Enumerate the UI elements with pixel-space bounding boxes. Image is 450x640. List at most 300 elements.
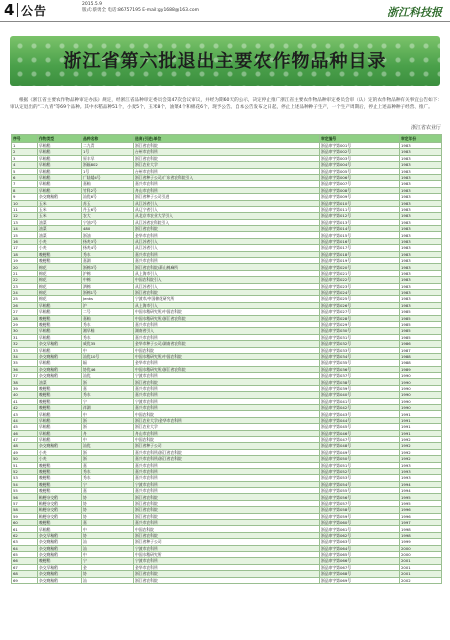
- cell-approval-no: 浙品审字第005号: [320, 168, 400, 174]
- cell-crop-type: 早籼稻: [38, 174, 82, 180]
- cell-approval-no: 浙品审字第056号: [320, 494, 400, 500]
- cell-approval-no: 浙品审字第019号: [320, 258, 400, 264]
- cell-year: 1996: [400, 513, 442, 519]
- cell-year: 1985: [400, 321, 442, 327]
- cell-breeder: 宁波市农科所: [134, 398, 320, 404]
- cell-year: 1983: [400, 245, 442, 251]
- cell-crop-type: 晚粳稻: [38, 385, 82, 391]
- cell-index: 19: [12, 258, 38, 264]
- cell-crop-type: 玉米: [38, 213, 82, 219]
- cell-crop-type: 晚粳稻: [38, 475, 82, 481]
- cell-approval-no: 浙品审字第061号: [320, 526, 400, 532]
- cell-approval-no: 浙品审字第022号: [320, 277, 400, 283]
- cell-crop-type: 晚粳稻: [38, 398, 82, 404]
- cell-breeder: 浙江省农科院: [134, 532, 320, 538]
- cell-approval-no: 浙品审字第039号: [320, 385, 400, 391]
- cell-variety: 嘉: [82, 462, 134, 468]
- cell-crop-type: 杂交晚籼稻: [38, 571, 82, 577]
- cell-crop-type: 早籼稻: [38, 149, 82, 155]
- cell-variety: 秀水: [82, 251, 134, 257]
- cell-variety: 汕优6号: [82, 194, 134, 200]
- page-header: [0, 0, 450, 20]
- col-header-year: 审定年份: [400, 135, 442, 143]
- cell-crop-type: 晚粳稻: [38, 558, 82, 564]
- table-header-row: [12, 135, 442, 143]
- cell-year: 1983: [400, 200, 442, 206]
- cell-approval-no: 浙品审字第048号: [320, 443, 400, 449]
- cell-index: 62: [12, 532, 38, 538]
- cell-breeder: 嘉兴市农科所: [134, 475, 320, 481]
- cell-year: 1983: [400, 251, 442, 257]
- cell-approval-no: 浙品审字第025号: [320, 296, 400, 302]
- cell-approval-no: 浙品审字第034号: [320, 353, 400, 359]
- cell-approval-no: 浙品审字第052号: [320, 468, 400, 474]
- cell-approval-no: 浙品审字第043号: [320, 411, 400, 417]
- cell-index: 52: [12, 468, 38, 474]
- cell-variety: 中: [82, 347, 134, 353]
- cell-variety: 协: [82, 494, 134, 500]
- cell-breeder: 中国水稻研究所: [134, 552, 320, 558]
- cell-index: 44: [12, 417, 38, 423]
- cell-year: 1989: [400, 366, 442, 372]
- cell-variety: 祥湖: [82, 405, 134, 411]
- cell-breeder: 中国水稻研究所/浙江省农科院: [134, 366, 320, 372]
- cell-year: 1983: [400, 213, 442, 219]
- cell-year: 1990: [400, 385, 442, 391]
- cell-approval-no: 浙品审字第038号: [320, 379, 400, 385]
- cell-index: 36: [12, 366, 38, 372]
- cell-year: 1999: [400, 539, 442, 545]
- cell-variety: 二九青: [82, 143, 134, 149]
- cell-index: 68: [12, 571, 38, 577]
- cell-variety: 嘉: [82, 385, 134, 391]
- cell-year: 1993: [400, 462, 442, 468]
- cell-index: 53: [12, 475, 38, 481]
- cell-index: 15: [12, 232, 38, 238]
- cell-index: 4: [12, 162, 38, 168]
- cell-variety: 沪棉: [82, 270, 134, 276]
- cell-variety: 浙棉1号: [82, 289, 134, 295]
- cell-index: 33: [12, 347, 38, 353]
- cell-approval-no: 浙品审字第017号: [320, 245, 400, 251]
- cell-approval-no: 浙品审字第044号: [320, 417, 400, 423]
- cell-breeder: 从江苏省引入: [134, 238, 320, 244]
- cell-approval-no: 浙品审字第049号: [320, 449, 400, 455]
- cell-index: 55: [12, 488, 38, 494]
- cell-index: 30: [12, 328, 38, 334]
- cell-approval-no: 浙品审字第067号: [320, 564, 400, 570]
- cell-approval-no: 浙品审字第035号: [320, 360, 400, 366]
- cell-index: 66: [12, 558, 38, 564]
- cell-year: 1993: [400, 475, 442, 481]
- cell-index: 22: [12, 277, 38, 283]
- cell-crop-type: 棉花: [38, 270, 82, 276]
- cell-index: 21: [12, 270, 38, 276]
- cell-approval-no: 浙品审字第026号: [320, 302, 400, 308]
- issuer-name: 浙江省农业厅: [410, 125, 441, 131]
- cell-approval-no: 浙品审字第027号: [320, 309, 400, 315]
- cell-crop-type: 杂交晚籼稻: [38, 552, 82, 558]
- cell-year: 1988: [400, 360, 442, 366]
- cell-crop-type: 晚粳稻: [38, 321, 82, 327]
- cell-year: 2000: [400, 545, 442, 551]
- section-label: 公告: [21, 4, 48, 18]
- cell-variety: 农大: [82, 213, 134, 219]
- cell-breeder: 浙江省农科院: [134, 507, 320, 513]
- cell-crop-type: 小麦: [38, 238, 82, 244]
- cell-year: 1991: [400, 424, 442, 430]
- cell-year: 1983: [400, 206, 442, 212]
- cell-index: 28: [12, 315, 38, 321]
- cell-variety: 辐: [82, 360, 134, 366]
- cell-approval-no: 浙品审字第062号: [320, 532, 400, 538]
- cell-index: 61: [12, 526, 38, 532]
- cell-breeder: 台州市农科所: [134, 168, 320, 174]
- cell-breeder: 浙江省种子公司引进: [134, 194, 320, 200]
- cell-breeder: 浙江农业大学: [134, 424, 320, 430]
- cell-year: 1983: [400, 219, 442, 225]
- cell-year: 1983: [400, 302, 442, 308]
- cell-index: 34: [12, 353, 38, 359]
- cell-crop-type: 晚粳稻: [38, 405, 82, 411]
- cell-crop-type: 棉花: [38, 264, 82, 270]
- cell-variety: 沪: [82, 302, 134, 308]
- title-banner: [10, 36, 440, 86]
- cell-approval-no: 浙品审字第050号: [320, 456, 400, 462]
- cell-index: 2: [12, 149, 38, 155]
- cell-index: 54: [12, 481, 38, 487]
- cell-year: 1991: [400, 430, 442, 436]
- cell-approval-no: 浙品审字第014号: [320, 226, 400, 232]
- cell-index: 48: [12, 443, 38, 449]
- cell-breeder: 宁波市农科所: [134, 481, 320, 487]
- cell-year: 1990: [400, 392, 442, 398]
- cell-approval-no: 浙品审字第012号: [320, 213, 400, 219]
- cell-crop-type: 晚粳稻: [38, 520, 82, 526]
- cell-approval-no: 浙品审字第023号: [320, 283, 400, 289]
- cell-breeder: 中国农科院: [134, 411, 320, 417]
- cell-crop-type: 早籼稻: [38, 328, 82, 334]
- cell-breeder: 浙江农业大学/金华市农科所: [134, 417, 320, 423]
- cell-year: 1994: [400, 488, 442, 494]
- cell-approval-no: 浙品审字第011号: [320, 206, 400, 212]
- cell-crop-type: 早籼稻: [38, 143, 82, 149]
- cell-year: 1997: [400, 520, 442, 526]
- cell-crop-type: 籼粳杂交稻: [38, 513, 82, 519]
- cell-variety: 汕优10号: [82, 353, 134, 359]
- cell-index: 41: [12, 398, 38, 404]
- cell-year: 1983: [400, 187, 442, 193]
- cell-year: 1983: [400, 168, 442, 174]
- cell-year: 1983: [400, 264, 442, 270]
- cell-year: 1983: [400, 232, 442, 238]
- cell-index: 12: [12, 213, 38, 219]
- cell-index: 20: [12, 264, 38, 270]
- cell-approval-no: 浙品审字第042号: [320, 405, 400, 411]
- cell-variety: 协: [82, 500, 134, 506]
- cell-breeder: 嘉兴市农科所: [134, 392, 320, 398]
- cell-breeder: 浙江省农科院: [134, 577, 320, 583]
- header-meta: [82, 2, 199, 14]
- cell-index: 27: [12, 309, 38, 315]
- cell-crop-type: 棉花: [38, 296, 82, 302]
- cell-breeder: 中国水稻研究所/中国农科院: [134, 353, 320, 359]
- cell-breeder: 嘉兴市农科所/浙江省农科院: [134, 456, 320, 462]
- cell-approval-no: 浙品审字第045号: [320, 424, 400, 430]
- cell-variety: 二号: [82, 309, 134, 315]
- cell-variety: 汕: [82, 539, 134, 545]
- cell-breeder: 嘉兴市农科所/浙江省农科院: [134, 449, 320, 455]
- cell-index: 58: [12, 507, 38, 513]
- cell-approval-no: 浙品审字第037号: [320, 373, 400, 379]
- cell-crop-type: 晚粳稻: [38, 468, 82, 474]
- cell-crop-type: 玉米: [38, 206, 82, 212]
- cell-crop-type: 籼粳杂交稻: [38, 494, 82, 500]
- cell-variety: 浙: [82, 456, 134, 462]
- cell-index: 26: [12, 302, 38, 308]
- cell-year: 1990: [400, 398, 442, 404]
- cell-crop-type: 晚粳稻: [38, 392, 82, 398]
- cell-variety: 中: [82, 411, 134, 417]
- cell-year: 1991: [400, 411, 442, 417]
- cell-breeder: 金华市农科所: [134, 360, 320, 366]
- cell-approval-no: 浙品审字第040号: [320, 392, 400, 398]
- cell-index: 11: [12, 206, 38, 212]
- cell-crop-type: 杂交晚籼稻: [38, 353, 82, 359]
- cell-approval-no: 浙品审字第020号: [320, 264, 400, 270]
- cell-breeder: 宁波市农科所: [134, 373, 320, 379]
- cell-variety: 汕: [82, 577, 134, 583]
- announcement-text: 根据《浙江省主要农作物品种审定办法》规定，经浙江省品种审定委员会第47次会议审议，并经为期60天的公示，决定停止推广浙江省主要农作物品种审定委员会审（认）定的农作物品种有关事宜公告如下：审认定退出的"二九青"等69个品种。其中水稻品种51个，小麦5个，玉米8个，油菜4个和棉花6个，现予公告。自本公告发布之日起，停止上述品种种子生产，一个生产周期后，停止上述品种种子经营、推广。: [10, 98, 442, 111]
- cell-crop-type: 杂交早籼稻: [38, 532, 82, 538]
- cell-index: 1: [12, 143, 38, 149]
- cell-year: 1992: [400, 436, 442, 442]
- cell-year: 1985: [400, 328, 442, 334]
- cell-year: 1983: [400, 289, 442, 295]
- cell-crop-type: 晚粳稻: [38, 462, 82, 468]
- cell-breeder: 浙江省农科院: [134, 500, 320, 506]
- cell-index: 39: [12, 385, 38, 391]
- cell-breeder: 从上海市引入: [134, 302, 320, 308]
- cell-crop-type: 晚粳稻: [38, 481, 82, 487]
- cell-variety: 秀水: [82, 475, 134, 481]
- cell-approval-no: 浙品审字第006号: [320, 174, 400, 180]
- cell-breeder: 浙江省农科院: [134, 513, 320, 519]
- cell-breeder: 中国农科院: [134, 436, 320, 442]
- cell-index: 32: [12, 341, 38, 347]
- cell-index: 65: [12, 552, 38, 558]
- cell-breeder: 湖南省引入: [134, 328, 320, 334]
- cell-year: 1983: [400, 277, 442, 283]
- cell-variety: 宁: [82, 481, 134, 487]
- cell-index: 24: [12, 289, 38, 295]
- col-header-approval-no: 审定编号: [320, 135, 400, 143]
- cell-approval-no: 浙品审字第010号: [320, 200, 400, 206]
- cell-approval-no: 浙品审字第007号: [320, 181, 400, 187]
- cell-variety: 金: [82, 564, 134, 570]
- cell-approval-no: 浙品审字第021号: [320, 270, 400, 276]
- cell-breeder: 嘉兴市农科所: [134, 251, 320, 257]
- cell-crop-type: 早籼稻: [38, 360, 82, 366]
- cell-index: 42: [12, 405, 38, 411]
- cell-year: 1995: [400, 500, 442, 506]
- cell-approval-no: 浙品审字第016号: [320, 238, 400, 244]
- cell-variety: 湘早籼: [82, 328, 134, 334]
- cell-year: 1985: [400, 309, 442, 315]
- cell-crop-type: 籼粳杂交稻: [38, 500, 82, 506]
- cell-breeder: 中国农科院: [134, 347, 320, 353]
- cell-variety: 苏玉: [82, 200, 134, 206]
- col-header-breeder: 选育(引进)单位: [134, 135, 320, 143]
- cell-year: 2001: [400, 558, 442, 564]
- cell-breeder: 金华市种子公司/湖南省农科院: [134, 341, 320, 347]
- cell-variety: 协: [82, 571, 134, 577]
- cell-breeder: 从江苏省引入: [134, 283, 320, 289]
- cell-variety: 协: [82, 513, 134, 519]
- cell-approval-no: 浙品审字第069号: [320, 577, 400, 583]
- cell-variety: 竹科2号: [82, 187, 134, 193]
- cell-variety: 丹玉6号: [82, 206, 134, 212]
- cell-index: 7: [12, 181, 38, 187]
- cell-approval-no: 浙品审字第032号: [320, 341, 400, 347]
- cell-index: 69: [12, 577, 38, 583]
- cell-index: 64: [12, 545, 38, 551]
- cell-approval-no: 浙品审字第066号: [320, 558, 400, 564]
- cell-crop-type: 杂交晚籼稻: [38, 443, 82, 449]
- cell-approval-no: 浙品审字第036号: [320, 366, 400, 372]
- cell-approval-no: 浙品审字第009号: [320, 194, 400, 200]
- cell-crop-type: 杂交早籼稻: [38, 564, 82, 570]
- cell-index: 10: [12, 200, 38, 206]
- cell-breeder: 浙江省种子公司: [134, 539, 320, 545]
- cell-index: 23: [12, 283, 38, 289]
- cell-crop-type: 早籼稻: [38, 334, 82, 340]
- cell-index: 51: [12, 462, 38, 468]
- cell-breeder: 浙江省农科院: [134, 494, 320, 500]
- cell-approval-no: 浙品审字第001号: [320, 143, 400, 149]
- cell-year: 1983: [400, 149, 442, 155]
- cell-approval-no: 浙品审字第055号: [320, 488, 400, 494]
- page-number: 4: [4, 1, 15, 19]
- cell-crop-type: 棉花: [38, 283, 82, 289]
- cell-crop-type: 晚粳稻: [38, 488, 82, 494]
- cell-breeder: 从北京市农业大学引入: [134, 213, 320, 219]
- cell-breeder: 中国农科院: [134, 526, 320, 532]
- cell-crop-type: 棉花: [38, 289, 82, 295]
- cell-approval-no: 浙品审字第046号: [320, 430, 400, 436]
- cell-index: 56: [12, 494, 38, 500]
- cell-variety: 泗棉: [82, 283, 134, 289]
- cell-year: 2000: [400, 552, 442, 558]
- cell-variety: 秀水: [82, 392, 134, 398]
- cell-breeder: 嘉兴市农科所: [134, 488, 320, 494]
- col-header-crop: 作物类型: [38, 135, 82, 143]
- cell-variety: 1号: [82, 149, 134, 155]
- cell-breeder: 浙江省农科院: [134, 379, 320, 385]
- cell-breeder: 舟山市农科所: [134, 430, 320, 436]
- cell-breeder: 浙江省种子公司: [134, 443, 320, 449]
- cell-crop-type: 杂交晚籼稻: [38, 539, 82, 545]
- cell-year: 1988: [400, 353, 442, 359]
- cell-index: 40: [12, 392, 38, 398]
- cell-breeder: 中国水稻研究所/中国农科院: [134, 309, 320, 315]
- cell-variety: 嘉湖: [82, 258, 134, 264]
- cell-year: 1995: [400, 494, 442, 500]
- cell-approval-no: 浙品审字第064号: [320, 545, 400, 551]
- cell-crop-type: 杂交晚籼稻: [38, 545, 82, 551]
- cell-breeder: 浙江省种子公司/广东省农科院引入: [134, 174, 320, 180]
- cell-variety: 嘉: [82, 488, 134, 494]
- cell-crop-type: 小麦: [38, 456, 82, 462]
- cell-approval-no: 浙品审字第065号: [320, 552, 400, 558]
- cell-index: 59: [12, 513, 38, 519]
- cell-breeder: 从辽宁省引入: [134, 206, 320, 212]
- table-row: [12, 577, 442, 583]
- cell-year: 1987: [400, 347, 442, 353]
- cell-index: 29: [12, 321, 38, 327]
- cell-variety: 舟: [82, 430, 134, 436]
- cell-breeder: 浙江省农科院: [134, 289, 320, 295]
- cell-crop-type: 早籼稻: [38, 181, 82, 187]
- cell-variety: 宁: [82, 398, 134, 404]
- cell-variety: 中: [82, 552, 134, 558]
- cell-crop-type: 杂交早籼稻: [38, 341, 82, 347]
- cell-index: 47: [12, 436, 38, 442]
- cell-breeder: 浙江省农科院/萧山棉麻所: [134, 264, 320, 270]
- cell-approval-no: 浙品审字第029号: [320, 321, 400, 327]
- cell-breeder: 从江苏省农科院引入: [134, 219, 320, 225]
- cell-variety: 协: [82, 532, 134, 538]
- cell-variety: 浙: [82, 379, 134, 385]
- cell-approval-no: 浙品审字第068号: [320, 571, 400, 577]
- cell-breeder: 浙江省农科院: [134, 226, 320, 232]
- cell-year: 1983: [400, 258, 442, 264]
- cell-variety: Jenks: [82, 296, 134, 302]
- cell-breeder: 嘉兴市农科所: [134, 462, 320, 468]
- cell-breeder: 嘉兴市农科所: [134, 334, 320, 340]
- cell-approval-no: 浙品审字第047号: [320, 436, 400, 442]
- cell-approval-no: 浙品审字第024号: [320, 289, 400, 295]
- cell-year: 1993: [400, 468, 442, 474]
- cell-year: 1998: [400, 526, 442, 532]
- cell-index: 37: [12, 373, 38, 379]
- cell-crop-type: 早籼稻: [38, 436, 82, 442]
- variety-table: [11, 134, 442, 584]
- cell-variety: 浙油: [82, 232, 134, 238]
- cell-index: 5: [12, 168, 38, 174]
- cell-variety: 嘉籼: [82, 315, 134, 321]
- cell-crop-type: 棉花: [38, 277, 82, 283]
- cell-year: 1985: [400, 334, 442, 340]
- cell-variety: 协优46: [82, 366, 134, 372]
- cell-crop-type: 杂交晚籼稻: [38, 194, 82, 200]
- cell-year: 1992: [400, 443, 442, 449]
- cell-variety: 浙辐802: [82, 162, 134, 168]
- cell-crop-type: 早籼稻: [38, 168, 82, 174]
- cell-crop-type: 杂交晚籼稻: [38, 366, 82, 372]
- cell-year: 1983: [400, 270, 442, 276]
- cell-variety: 480: [82, 226, 134, 232]
- cell-index: 57: [12, 500, 38, 506]
- page-title: 浙江省第六批退出主要农作物品种目录: [63, 51, 387, 72]
- cell-year: 1983: [400, 283, 442, 289]
- cell-breeder: 宁波市农科所: [134, 545, 320, 551]
- cell-variety: 中: [82, 436, 134, 442]
- cell-crop-type: 晚粳稻: [38, 258, 82, 264]
- cell-crop-type: 油菜: [38, 219, 82, 225]
- cell-year: 1986: [400, 341, 442, 347]
- newspaper-logo: 浙江科技报: [387, 6, 442, 19]
